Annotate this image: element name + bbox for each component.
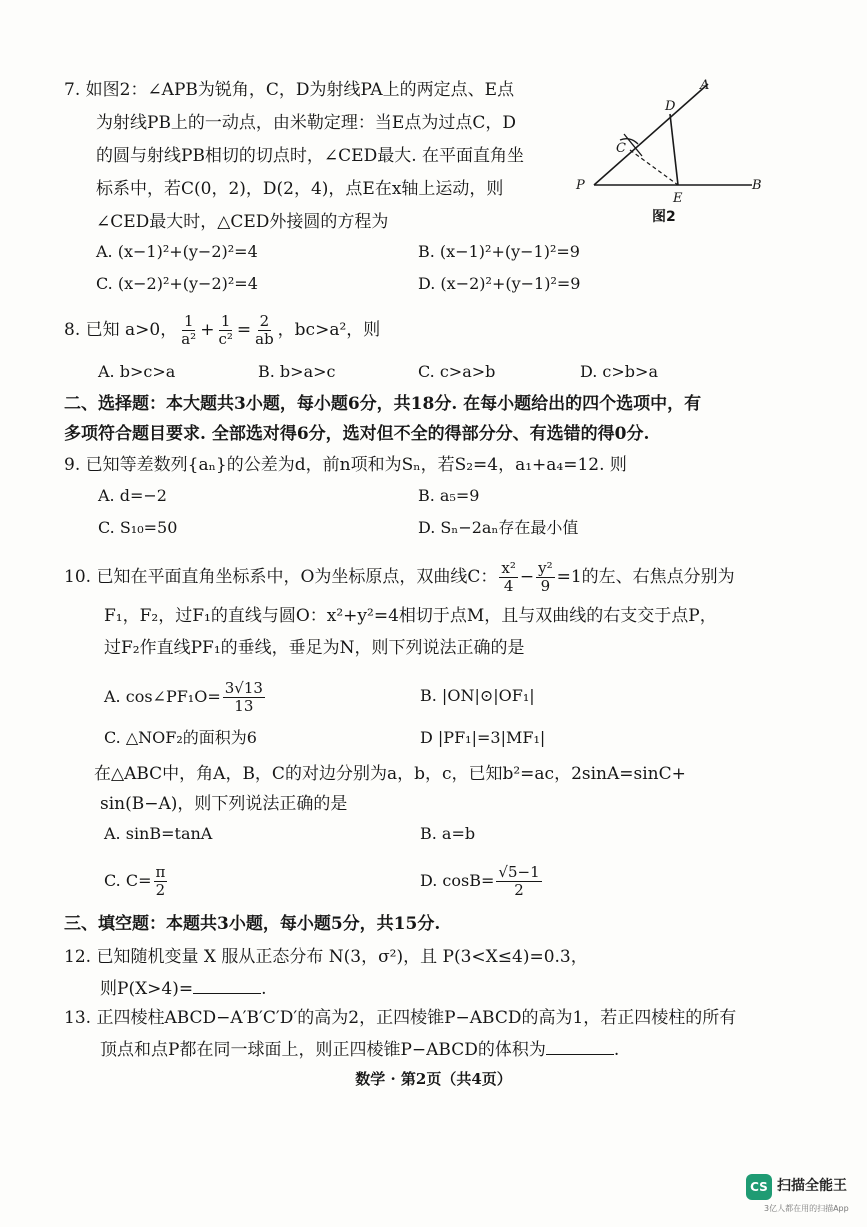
- figure-point-e: E: [673, 191, 683, 206]
- q9-option-d: D. Sₙ−2aₙ存在最小值: [418, 518, 579, 537]
- q8-option-b: B. b>a>c: [258, 362, 336, 381]
- q8-fraction-3: [253, 313, 276, 348]
- section-2-instructions: 多项符合题目要求. 全部选对得6分，选对但不全的得部分分、有选错的得0分.: [64, 424, 650, 444]
- q7-option-a: A. (x−1)²+(y−2)²=4: [96, 242, 258, 261]
- q9-option-c: C. S₁₀=50: [98, 518, 178, 537]
- section-3-heading: 三、填空题：本题共3小题，每小题5分，共15分.: [64, 914, 441, 934]
- q11-option-c: [104, 864, 169, 899]
- segment-ce: [630, 150, 678, 185]
- q11-option-c-numerator: π: [155, 863, 166, 881]
- q9-option-b: B. a₅=9: [418, 486, 480, 505]
- q7-option-c: C. (x−2)²+(y−2)²=4: [96, 274, 258, 293]
- q10-option-b: B. |ON|⊙|OF₁|: [420, 686, 535, 705]
- q11-option-d-fraction: [496, 864, 541, 899]
- q7-line5: ∠CED最大时，△CED外接圆的方程为: [96, 212, 389, 232]
- q13-line2: [100, 1036, 619, 1062]
- q8-fraction-1: [179, 313, 198, 348]
- q7-option-d: D. (x−2)²+(y−1)²=9: [418, 274, 581, 293]
- q10-f2-numerator: y²: [538, 559, 553, 577]
- q11-option-a: A. sinB=tanA: [104, 824, 213, 843]
- figure-point-d: D: [665, 99, 676, 114]
- q10-option-a-fraction: [223, 680, 265, 715]
- q10-option-a-denominator: 13: [234, 697, 254, 715]
- q13-line1: 13. 正四棱柱ABCD−A′B′C′D′的高为2，正四棱锥P−ABCD的高为1，若正四棱柱的所有: [64, 1008, 737, 1028]
- segment-de: [670, 114, 678, 185]
- q10-f2-denominator: 9: [540, 577, 551, 595]
- q8-option-c: C. c>a>b: [418, 362, 496, 381]
- q8-suffix: ，bc>a²，则: [277, 320, 381, 340]
- camscanner-name: 扫描全能王: [777, 1178, 847, 1194]
- q8-option-a: A. b>c>a: [98, 362, 176, 381]
- section-2-heading: 二、选择题：本大题共3小题，每小题6分，共18分. 在每小题给出的四个选项中，有: [64, 394, 702, 414]
- figure-point-c: C: [616, 141, 626, 156]
- q7-line3: 的圆与射线PB相切的切点时，∠CED最大. 在平面直角坐: [96, 146, 525, 166]
- figure-caption: 图2: [652, 209, 676, 225]
- q13-answer-blank: [546, 1036, 614, 1055]
- figure-point-p: P: [576, 178, 585, 193]
- q8-option-d: D. c>b>a: [580, 362, 658, 381]
- q11-line1: 在△ABC中，角A，B，C的对边分别为a，b，c，已知b²=ac，2sinA=sinC+: [94, 764, 686, 784]
- q10-fraction-y: [536, 560, 555, 595]
- ray-pa: [594, 84, 708, 185]
- q12-answer-blank: [193, 975, 261, 994]
- q8-f1-numerator: 1: [183, 312, 194, 330]
- q8-f2-numerator: 1: [220, 312, 231, 330]
- camscanner-tagline: 3亿人都在用的扫描App: [764, 1204, 849, 1213]
- figure-point-b: B: [752, 178, 762, 193]
- q10-fraction-x: [499, 560, 517, 595]
- page-footer: 数学 · 第2页（共4页）: [355, 1070, 512, 1088]
- q10-line1-prefix: 10. 已知在平面直角坐标系中，O为坐标原点，双曲线C：: [64, 567, 498, 587]
- q10-line3: 过F₂作直线PF₁的垂线，垂足为N，则下列说法正确的是: [104, 638, 525, 658]
- figure-point-a: A: [700, 78, 710, 93]
- q10-line1: [64, 560, 735, 595]
- q10-minus: −: [519, 567, 535, 587]
- q8-f3-denominator: ab: [255, 330, 274, 348]
- q8-equals: =: [236, 320, 252, 340]
- q11-option-d-denominator: 2: [514, 881, 524, 899]
- q7-line4: 标系中，若C(0，2)，D(2，4)，点E在x轴上运动，则: [96, 179, 504, 199]
- q10-option-a-text: A. cos∠PF₁O=: [104, 687, 221, 706]
- q11-option-b: B. a=b: [420, 824, 476, 843]
- q10-option-a: [104, 680, 267, 715]
- q8-prefix: 8. 已知 a>0，: [64, 320, 178, 340]
- q8-plus: +: [200, 320, 215, 340]
- q11-option-d: [420, 864, 544, 899]
- q12-line2-period: .: [261, 979, 267, 999]
- q10-line2: F₁，F₂，过F₁的直线与圆O：x²+y²=4相切于点M，且与双曲线的右支交于点P，: [104, 606, 717, 626]
- q8-f3-numerator: 2: [259, 312, 270, 330]
- q8-fraction-2: [216, 313, 234, 348]
- q10-f1-denominator: 4: [503, 577, 514, 595]
- q11-option-c-text: C. C=: [104, 871, 152, 890]
- q7-line1: 7. 如图2：∠APB为锐角，C，D为射线PA上的两定点、E点: [64, 80, 515, 100]
- q12-line2-text: 则P(X>4)=: [100, 979, 194, 999]
- q10-option-d: D |PF₁|=3|MF₁|: [420, 728, 546, 747]
- q10-option-c: C. △NOF₂的面积为6: [104, 728, 257, 747]
- q11-option-c-fraction: [154, 864, 168, 899]
- q11-option-d-text: D. cosB=: [420, 871, 495, 890]
- q9-stem: 9. 已知等差数列{aₙ}的公差为d，前n项和为Sₙ，若S₂=4，a₁+a₄=12. 则: [64, 455, 627, 475]
- q9-option-a: A. d=−2: [98, 486, 167, 505]
- q8-f2-denominator: c²: [218, 330, 233, 348]
- camscanner-logo-icon: CS: [746, 1174, 772, 1200]
- q13-line2-text: 顶点和点P都在同一球面上，则正四棱锥P−ABCD的体积为: [100, 1040, 546, 1060]
- q7-option-b: B. (x−1)²+(y−1)²=9: [418, 242, 580, 261]
- q11-option-d-numerator: √5−1: [498, 863, 540, 881]
- q12-line1: 12. 已知随机变量 X 服从正态分布 N(3，σ²)，且 P(3<X≤4)=0.3，: [64, 947, 588, 967]
- q10-line1-suffix: =1的左、右焦点分别为: [556, 567, 735, 587]
- q7-line2: 为射线PB上的一动点，由米勒定理：当E点为过点C，D: [96, 113, 516, 133]
- q13-line2-period: .: [613, 1040, 620, 1060]
- q12-line2: [100, 975, 267, 1001]
- q10-f1-numerator: x²: [501, 559, 516, 577]
- q11-line2: sin(B−A)，则下列说法正确的是: [100, 794, 348, 814]
- q10-option-a-numerator: 3√13: [224, 679, 263, 697]
- q8-f1-denominator: a²: [181, 330, 197, 348]
- q11-option-c-denominator: 2: [155, 881, 166, 899]
- q8-stem: [64, 313, 380, 348]
